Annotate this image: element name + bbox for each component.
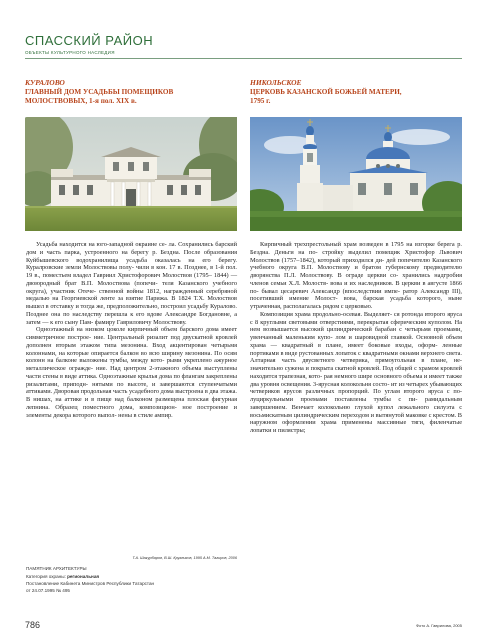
- left-author-credit: Т.А. Шакурбаров, В.Ш. Кругликов, 1995 А.М. Тагиров, 2006: [132, 556, 237, 560]
- protection-decree-date: от 24.07.1995 № 495: [26, 588, 70, 593]
- manor-house-photo: [25, 117, 237, 231]
- protection-category-value: региональная: [67, 574, 100, 579]
- section-subtitle: ОБЪЕКТЫ КУЛЬТУРНОГО НАСЛЕДИЯ: [25, 50, 115, 55]
- left-title-line-1: ГЛАВНЫЙ ДОМ УСАДЬБЫ ПОМЕЩИКОВ: [25, 88, 174, 96]
- left-object-title: [25, 88, 255, 107]
- left-article-text: [26, 241, 237, 419]
- right-paragraph-2: Композиция храма продольно-осевая. Выделяет- ся ротонда второго яруса с 8 круглыми световыми отверстиями, перекрытая сферическим куполом. На нем возвышается высокий цилиндрический барабан с четырьмя проемами, увенчанный маленьким купо- лом и шаровидной главкой. Основной объем храма — квадратный в плане, имеет боковые входы, оформ- ленные портиками в виде рустованных лопаток с квадратными окнами верхнего света. Алтарная часть двусветного четверика, прямоугольная в плане, не- значительно сужена и покрыта скатной кровлей. Под общей с храмом кровлей находится трапезная, кото- рая немного шире основного объема и имеет также два уровня освещения. 3-ярусная колокольня состо- ит из четырех убывающих четвериков ярусов различных пропорций. По углам второго яруса с по- луциркульными проемами поставлены тумбы с пи- рамидальным завершением. Венчает колокольню глухой купол лежального силуэта с восьмискатным цилиндрическим переходом и вытянутой маковке с крестом. В наружном оформлении храма применены массивные тяги, филенчатые лопатки и пилястры;: [250, 310, 462, 434]
- right-place-name: НИКОЛЬСКОЕ: [250, 78, 302, 87]
- right-title-line-2: 1795 г.: [250, 97, 271, 106]
- protection-category: [26, 574, 99, 579]
- right-object-title: [250, 88, 480, 107]
- header-rule: [25, 58, 462, 59]
- church-photo: [250, 117, 462, 231]
- left-paragraph-2: Одноэтажный на низком цоколе кирпичный объем барского дома имеет симметричное построе- ние. Центральный ризалит под двускатной кровлей дополнен вторым этажом типа мезонина. Вход акцентирован четырьмя колоннами, на которые опирается балкон во всю ширину мезонина. По осям колонн на балконе выложены тумбы, между кото- рыми укреплено ажурное металлическое огражде- ние. Над центром 2-этажного объема выступлены части стены в виде аттика. Одноэтажные крылья дома по флангам закреплены ризалитами, приподн- нятыми по высоте, и завершаются ступенчатыми аттиками. Дворовая продольная часть усадебного дома выстроена в два этажа. В нишах, на аттике и в пище над балконом размещена плоская фигурная лепнина. Образец поместного дома, композицион- ное построение и элементы декора которого выпол- нены в стиле ампир.: [26, 326, 237, 419]
- right-article-text: [250, 241, 462, 435]
- protection-category-label: Категория охраны:: [26, 574, 66, 579]
- protection-decree: Постановление Кабинета Министров Республики Татарстан: [26, 581, 155, 586]
- right-title-line-1: ЦЕРКОВЬ КАЗАНСКОЙ БОЖЬЕЙ МАТЕРИ,: [250, 88, 402, 96]
- left-title-line-2: МОЛОСТВОВЫХ, 1-я пол. XIX в.: [25, 97, 137, 106]
- left-paragraph-1: Усадьба находится на юго-западной окраине се- ла. Сохранились барский дом и часть парка, устроенного на берегу р. Бездна. После образования Куйбышевского водохранилища усадьба оказалась на его берегу. Куралровские земли Молоствовы полу- чили в кон. 17 в. Позднее, в 1-й пол. 19 в., поместьем владел Гавриил Христофорович Молоствов (1795– 1844) — двоюродный брат В.П. Молоствова (попечи- теля Казанского учебного округа), участник Отече- ственной войны 1812, награжденный серебряной медалью на Георгиевской ленте за взятие Парижа. В 1824 Т.Х. Молоствов вышел в отставку и тогда же, предположительно, построил усадьбу Куралово. Позднее она по наследству перешла к его вдове Александре Богдановне, а затем — к его сыну Пам- фамиру Гавриловичу Молоствову.: [26, 241, 237, 326]
- photo-credit: Фото А. Гаврилова, 2005: [416, 623, 462, 628]
- right-paragraph-1: Кирпичный трехпрестольный храм возведен в 1795 на взгорке берега р. Бездна. Деньги на по- стройку выделил помещик Христофор Львович Молоствов (1757–1842), который приходился ди- дей попечителю Казанского учебного округа В.П. Молоствову и братом губернскому предводителю дворянства П.Л. Молоствову. В ограде церкви со- хранились надгробия членов семьи Х.Л. Молоств- вова и их наследников. В церкви в августе 1866 по- бывал цесаревич Александр (впоследствии импе- ратор Александр III), посетивший имение Молост- вова, барская усадьба которого, ныне утраченная, располагалась рядом с церковью.: [250, 241, 462, 310]
- left-place-name: КУРАЛОВО: [25, 78, 65, 87]
- district-title: СПАССКИЙ РАЙОН: [25, 33, 154, 48]
- monument-type: ПАМЯТНИК АРХИТЕКТУРЫ: [26, 566, 87, 571]
- page-number: 786: [25, 620, 41, 630]
